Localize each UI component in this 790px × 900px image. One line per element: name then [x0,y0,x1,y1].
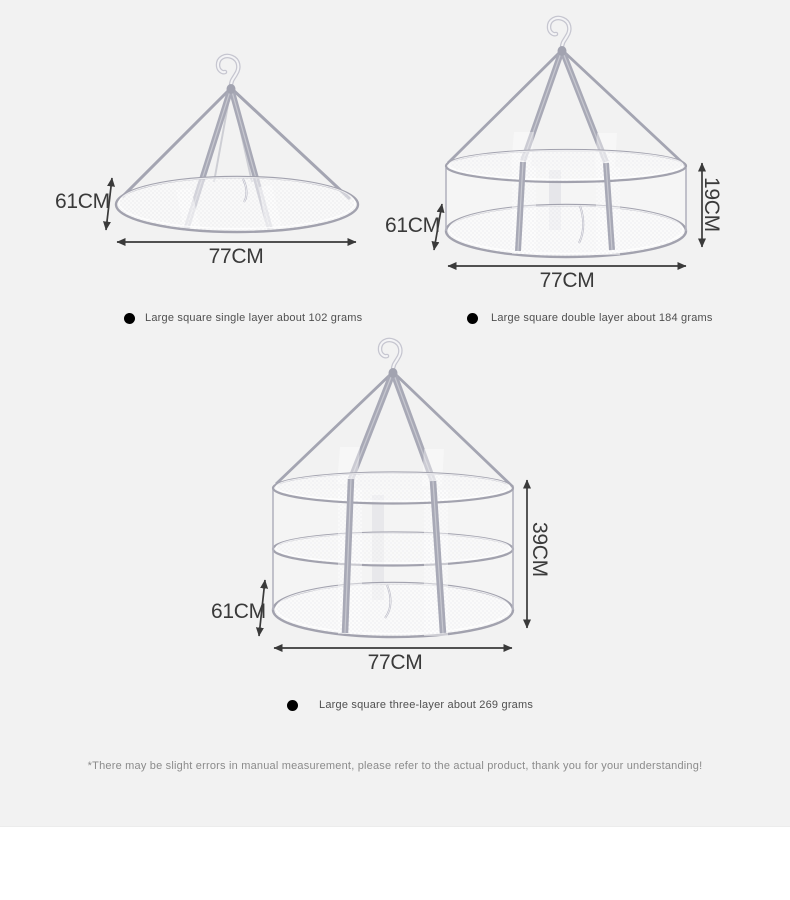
mesh-basket [116,177,358,232]
hanger-hook-icon [549,18,569,48]
bullet-icon [467,313,478,324]
caption-three-layer [287,699,533,711]
bullet-icon [124,313,135,324]
mesh-basket [273,473,513,638]
mesh-basket [446,150,686,257]
three-height-label: 61CM [211,600,266,623]
three-width-label: 77CM [367,651,423,674]
double-tier-height-label: 19CM [700,177,723,232]
footer-strip [0,826,790,900]
single-layer-rack-drawing [106,56,358,242]
caption-text: Large square three-layer about 269 grams [319,699,534,711]
double-width-label: 77CM [539,269,595,292]
caption-double-layer [467,312,713,324]
hanger-hook-icon [218,56,238,86]
bullet-icon [287,700,298,711]
single-width-label: 77CM [208,245,264,268]
caption-text: Large square double layer about 184 grams [491,312,713,324]
three-tier-height-label: 39CM [528,522,551,577]
measurement-disclaimer: *There may be slight errors in manual measurement, please refer to the actual product, thank you for your understanding! [87,760,703,772]
caption-text: Large square single layer about 102 grams [145,312,363,324]
hanging-straps [276,368,513,487]
double-layer-rack-drawing [434,18,702,266]
single-height-label: 61CM [55,190,110,213]
three-layer-rack-drawing [259,340,527,648]
hanger-hook-icon [380,340,400,370]
double-height-label: 61CM [385,214,440,237]
caption-single-layer [124,312,362,324]
hanging-straps [448,46,686,167]
